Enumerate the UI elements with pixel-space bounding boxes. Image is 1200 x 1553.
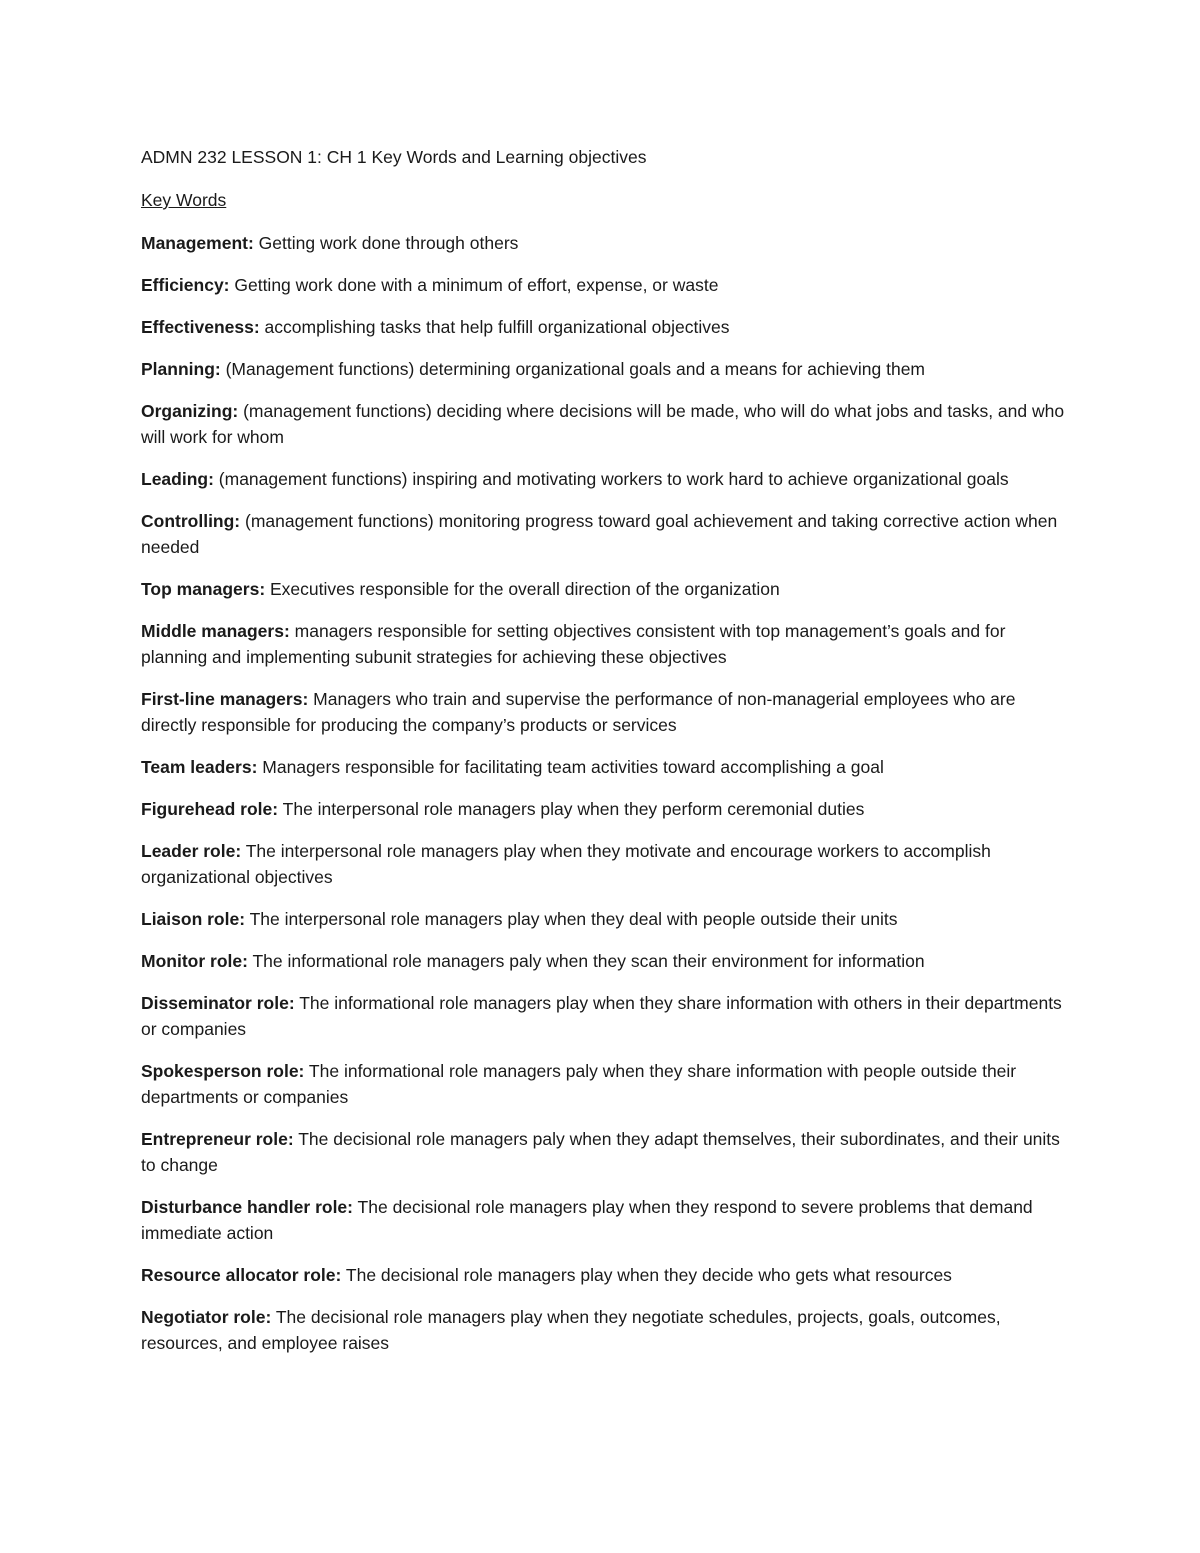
term-definition: The informational role managers paly when they share information with people outside their departments or companies bbox=[141, 1061, 1017, 1107]
term-entry bbox=[141, 686, 1071, 738]
term-name: Figurehead role: bbox=[141, 799, 279, 819]
term-definition: The interpersonal role managers play when they perform ceremonial duties bbox=[278, 799, 865, 819]
term-definition: The decisional role managers play when they respond to severe problems that demand immediate action bbox=[141, 1197, 1033, 1243]
term-name: Liaison role: bbox=[141, 909, 246, 929]
term-entry bbox=[141, 576, 1071, 602]
term-name: First-line managers: bbox=[141, 689, 309, 709]
term-entry bbox=[141, 272, 1071, 298]
term-definition: Getting work done with a minimum of effort, expense, or waste bbox=[229, 275, 719, 295]
term-name: Effectiveness: bbox=[141, 317, 260, 337]
term-name: Monitor role: bbox=[141, 951, 248, 971]
term-definition: The interpersonal role managers play when they deal with people outside their units bbox=[245, 909, 898, 929]
term-name: Leader role: bbox=[141, 841, 242, 861]
term-definition: Managers who train and supervise the performance of non-managerial employees who are directly responsible for producing the company’s products or services bbox=[141, 689, 1016, 735]
term-name: Disturbance handler role: bbox=[141, 1197, 353, 1217]
term-entry bbox=[141, 990, 1071, 1042]
document-body bbox=[141, 144, 1071, 1372]
term-definition: The decisional role managers paly when they adapt themselves, their subordinates, and their units to change bbox=[141, 1129, 1060, 1175]
term-entry bbox=[141, 948, 1071, 974]
term-name: Entrepreneur role: bbox=[141, 1129, 294, 1149]
term-name: Management: bbox=[141, 233, 254, 253]
document-title: ADMN 232 LESSON 1: CH 1 Key Words and Learning objectives bbox=[141, 147, 647, 167]
term-name: Spokesperson role: bbox=[141, 1061, 305, 1081]
term-definition: (Management functions) determining organizational goals and a means for achieving them bbox=[220, 359, 926, 379]
term-name: Organizing: bbox=[141, 401, 239, 421]
term-entry bbox=[141, 314, 1071, 340]
term-entry bbox=[141, 466, 1071, 492]
term-definition: The interpersonal role managers play when they motivate and encourage workers to accomplish organizational objectives bbox=[141, 841, 991, 887]
term-name: Controlling: bbox=[141, 511, 241, 531]
term-entry bbox=[141, 1126, 1071, 1178]
term-definition: (management functions) deciding where decisions will be made, who will do what jobs and tasks, and who will work for whom bbox=[141, 401, 1065, 447]
term-definition: managers responsible for setting objectives consistent with top management’s goals and for planning and implementing subunit strategies for achieving these objectives bbox=[141, 621, 1006, 667]
term-definition: The informational role managers paly when they scan their environment for information bbox=[247, 951, 925, 971]
term-name: Negotiator role: bbox=[141, 1307, 272, 1327]
term-entry bbox=[141, 1262, 1071, 1288]
term-definition: The decisional role managers play when they negotiate schedules, projects, goals, outcomes, resources, and employee raises bbox=[141, 1307, 1001, 1353]
term-entry bbox=[141, 754, 1071, 780]
term-entry bbox=[141, 398, 1071, 450]
term-entry bbox=[141, 906, 1071, 932]
term-entry bbox=[141, 618, 1071, 670]
term-entry bbox=[141, 508, 1071, 560]
term-name: Efficiency: bbox=[141, 275, 230, 295]
term-entry bbox=[141, 1058, 1071, 1110]
term-name: Team leaders: bbox=[141, 757, 258, 777]
term-definition: Getting work done through others bbox=[253, 233, 519, 253]
term-entry bbox=[141, 838, 1071, 890]
term-definition: accomplishing tasks that help fulfill organizational objectives bbox=[259, 317, 730, 337]
term-entry bbox=[141, 796, 1071, 822]
term-name: Middle managers: bbox=[141, 621, 290, 641]
term-name: Resource allocator role: bbox=[141, 1265, 342, 1285]
term-definition: The decisional role managers play when they decide who gets what resources bbox=[341, 1265, 952, 1285]
term-entry bbox=[141, 230, 1071, 256]
section-heading-key-words: Key Words bbox=[141, 190, 227, 210]
term-definition: (management functions) monitoring progress toward goal achievement and taking corrective action when needed bbox=[141, 511, 1058, 557]
term-entry bbox=[141, 1194, 1071, 1246]
term-entry bbox=[141, 356, 1071, 382]
term-definition: Executives responsible for the overall direction of the organization bbox=[265, 579, 780, 599]
term-name: Planning: bbox=[141, 359, 221, 379]
term-name: Disseminator role: bbox=[141, 993, 295, 1013]
term-name: Leading: bbox=[141, 469, 214, 489]
term-definition: (management functions) inspiring and motivating workers to work hard to achieve organizational goals bbox=[213, 469, 1009, 489]
term-name: Top managers: bbox=[141, 579, 266, 599]
term-entry bbox=[141, 1304, 1071, 1356]
term-definition: The informational role managers play when they share information with others in their departments or companies bbox=[141, 993, 1062, 1039]
term-definition: Managers responsible for facilitating team activities toward accomplishing a goal bbox=[257, 757, 884, 777]
